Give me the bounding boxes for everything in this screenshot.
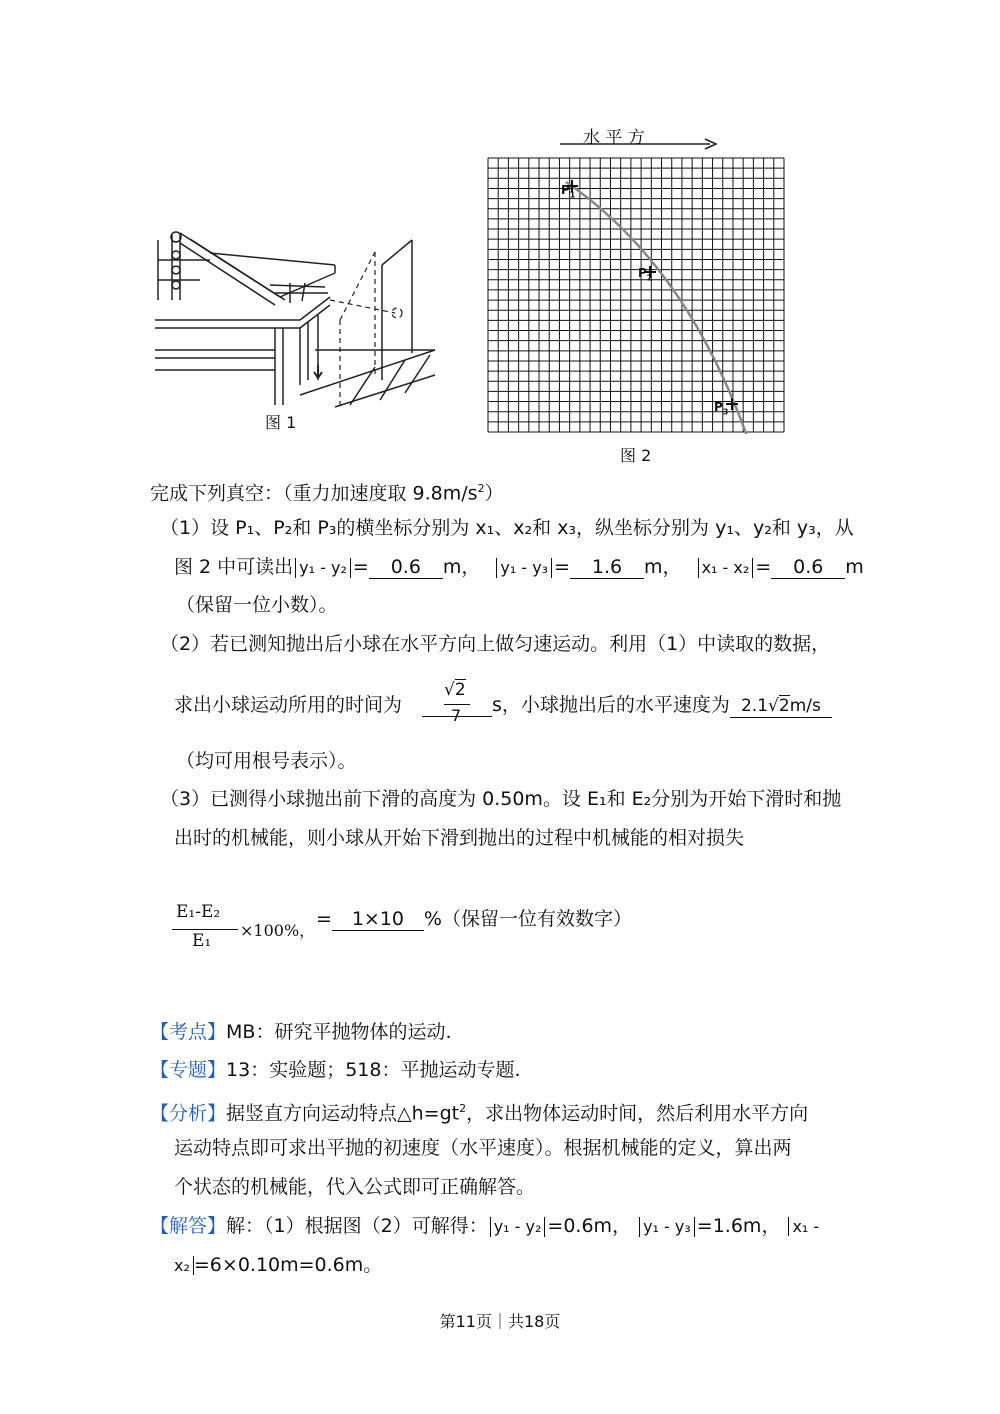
q2-line-2b bbox=[492, 692, 832, 718]
fenxi-line-2: 运动特点即可求出平抛的初速度（水平速度）。根据机械能的定义，算出两 bbox=[174, 1137, 792, 1159]
q3-frac-bar bbox=[172, 929, 238, 930]
figure-2-grid bbox=[486, 154, 786, 434]
jieda-line-2 bbox=[174, 1252, 382, 1279]
q2-sqrt-radicand: 2 bbox=[454, 680, 466, 700]
q1-eq-1: = bbox=[352, 556, 369, 578]
q2-ans-rad: 2 bbox=[778, 696, 790, 716]
q1-answer-1: 0.6 bbox=[369, 556, 443, 579]
q2-line-1: （2）若已测知抛出后小球在水平方向上做匀速运动。利用（1）中读取的数据， bbox=[160, 633, 831, 655]
jieda-abs3-start bbox=[788, 1217, 819, 1236]
q1-line-1: （1）设 P₁、P₂和 P₃的横坐标分别为 x₁、x₂和 x₃，纵坐标分别为 y₁、y₂和 y₃，从 bbox=[160, 517, 854, 539]
figure-2-caption: 图 2 bbox=[620, 446, 652, 465]
q1-line-2 bbox=[174, 554, 864, 580]
fenxi-tag: 【分析】 bbox=[150, 1102, 227, 1125]
p3-letter: P bbox=[714, 400, 723, 414]
zhuanti-tag: 【专题】 bbox=[150, 1059, 227, 1081]
q3-answer: 1×10 bbox=[332, 908, 424, 931]
q3-answer-line bbox=[316, 906, 632, 932]
q1-eq-2: = bbox=[554, 556, 571, 578]
jieda-r1: =0.6m， bbox=[547, 1215, 632, 1237]
q2-frac-bar bbox=[444, 704, 470, 705]
q1-answer-2: 1.6 bbox=[570, 556, 644, 579]
p1-label bbox=[561, 183, 575, 199]
jieda-tag: 【解答】 bbox=[150, 1215, 227, 1237]
figure-1-caption: 图 1 bbox=[265, 413, 297, 432]
zhuanti-line bbox=[150, 1057, 521, 1083]
q3-frac-den: E₁ bbox=[192, 931, 212, 951]
q1-unit-2: m， bbox=[644, 556, 682, 578]
q2-time-answer bbox=[422, 680, 492, 726]
kaodian-line bbox=[150, 1019, 451, 1045]
p2-letter: P bbox=[638, 266, 647, 280]
q2-text2a: 求出小球运动所用的时间为 bbox=[174, 694, 403, 716]
jieda-line-1 bbox=[150, 1213, 819, 1240]
direction-arrow bbox=[560, 136, 720, 152]
q2-note: （均可用根号表示）。 bbox=[176, 750, 357, 772]
p1-sub: 1 bbox=[569, 190, 576, 200]
jieda-line1a: 解：（1）根据图（2）可解得： bbox=[226, 1215, 488, 1237]
q1-unit-3: m bbox=[845, 556, 864, 578]
q2-sqrt-symbol: √ bbox=[444, 680, 455, 700]
fenxi-sup: 2 bbox=[459, 1102, 467, 1115]
intro-sup: 2 bbox=[477, 482, 485, 495]
q1-abs-y1-y3: y₁ - y₃ bbox=[496, 558, 552, 578]
intro-line bbox=[150, 476, 504, 506]
q2-velocity-answer bbox=[730, 695, 832, 718]
direction-label: 水 平 方 bbox=[583, 128, 645, 148]
p3-label bbox=[714, 400, 728, 416]
page-footer: 第11页｜共18页 bbox=[439, 1312, 561, 1331]
p1-letter: P bbox=[561, 183, 570, 197]
fenxi-line-3: 个状态的机械能，代入公式即可正确解答。 bbox=[174, 1176, 536, 1198]
jieda-line2: x₂ bbox=[174, 1256, 194, 1275]
q1-answer-3: 0.6 bbox=[771, 556, 845, 579]
intro-close: ） bbox=[484, 482, 504, 505]
fenxi-line1a: 据竖直方向运动特点△h=gt bbox=[226, 1102, 460, 1125]
intro-text: 完成下列真空：（重力加速度取 9.8m/s bbox=[150, 482, 478, 505]
q3-line-1: （3）已测得小球抛出前下滑的高度为 0.50m。设 E₁和 E₂分别为开始下滑时和抛 bbox=[160, 788, 842, 810]
q1-unit-1: m， bbox=[442, 556, 481, 578]
kaodian-tag: 【考点】 bbox=[150, 1021, 227, 1043]
q3-eq: = bbox=[316, 908, 332, 930]
jieda-r2: =1.6m， bbox=[696, 1215, 781, 1237]
jieda-abs-1: y₁ - y₂ bbox=[490, 1217, 546, 1237]
jieda-abs3-text: x₁ - bbox=[792, 1217, 820, 1236]
q2-line-2 bbox=[174, 692, 402, 718]
p2-label bbox=[638, 266, 652, 282]
q3-frac-num: E₁-E₂ bbox=[176, 902, 221, 922]
q3-times: ×100%， bbox=[240, 921, 316, 940]
q3-unit: %（保留一位有效数字） bbox=[423, 908, 632, 930]
q3-line-2: 出时的机械能，则小球从开始下滑到抛出的过程中机械能的相对损失 bbox=[174, 827, 745, 849]
q2-frac-num bbox=[444, 680, 466, 700]
trajectory-curve bbox=[566, 182, 748, 434]
q2-text2b: s，小球抛出后的水平速度为 bbox=[492, 694, 730, 716]
q1-note: （保留一位小数）。 bbox=[176, 594, 338, 616]
kaodian-text: MB：研究平抛物体的运动. bbox=[226, 1021, 452, 1043]
q1-abs-x1-x2: x₁ - x₂ bbox=[698, 558, 754, 578]
q2-ans-unit: m/s bbox=[789, 696, 821, 716]
q2-ans-v: 2.1 bbox=[740, 696, 769, 716]
q1-text2a: 图 2 中可读出 bbox=[174, 556, 294, 578]
fenxi-line1b: ，求出物体运动时间，然后利用水平方向 bbox=[466, 1102, 809, 1125]
figure-1-apparatus bbox=[150, 225, 440, 415]
jieda-line2b: =6×0.10m=0.6m。 bbox=[193, 1254, 383, 1276]
p2-sub: 2 bbox=[646, 273, 653, 283]
q3-formula bbox=[172, 898, 322, 958]
q1-abs-y1-y2: y₁ - y₂ bbox=[295, 558, 351, 578]
q1-eq-3: = bbox=[755, 556, 772, 578]
jieda-abs-2: y₁ - y₃ bbox=[639, 1217, 695, 1237]
fenxi-line-1 bbox=[150, 1096, 808, 1126]
p3-sub: 3 bbox=[722, 407, 729, 417]
q2-frac-den: 7 bbox=[451, 706, 462, 725]
zhuanti-text: 13：实验题；518：平抛运动专题. bbox=[226, 1059, 521, 1081]
q2-ans-sqrt: √ bbox=[768, 696, 779, 716]
